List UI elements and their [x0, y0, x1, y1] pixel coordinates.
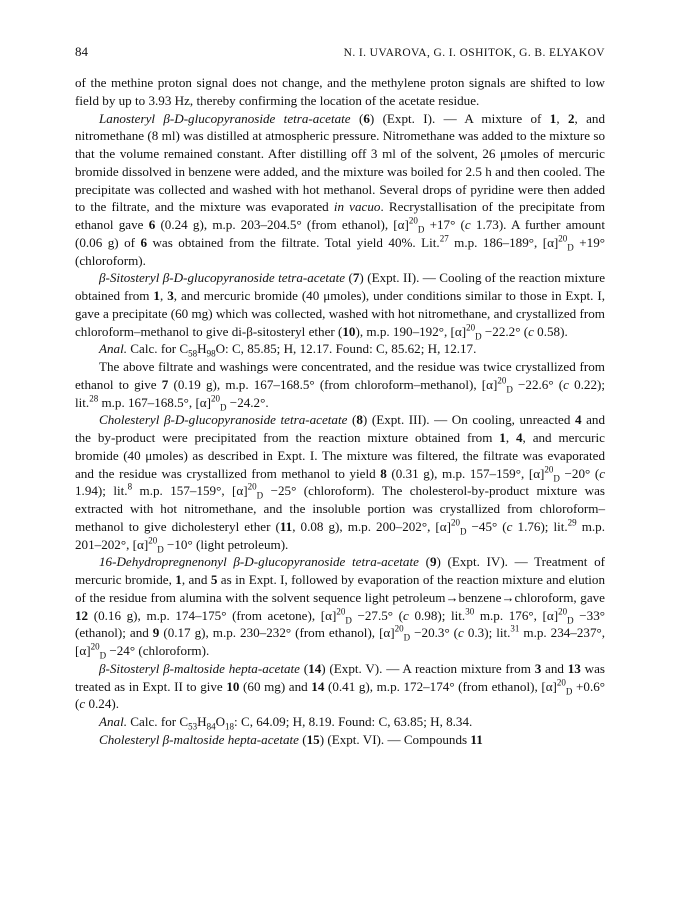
subscript: D: [256, 490, 264, 501]
superscript: 20: [148, 535, 158, 546]
compound-number: 14: [311, 678, 325, 694]
text-run: m.p. 186–189°, [α]: [448, 234, 559, 250]
text-run: (0.24 g), m.p. 203–204.5° (from ethanol), [α]: [155, 217, 409, 232]
text-run: , and: [181, 572, 211, 587]
superscript: 31: [510, 623, 520, 634]
subscript: D: [220, 402, 227, 413]
italic-run: β-Sitosteryl β-maltoside hepta-acetate: [99, 660, 300, 676]
superscript: 20: [247, 481, 257, 492]
italic-run: c: [458, 625, 464, 641]
text-run: 1.73). A further amount (0.06 g) of: [75, 217, 605, 250]
compound-number: 1: [175, 572, 182, 587]
compound-number: 9: [152, 625, 160, 641]
subscript: 53: [188, 721, 198, 732]
text-run: ) (Expt. I). — A mixture of: [369, 110, 550, 126]
compound-number: 10: [342, 323, 356, 339]
superscript: 20: [408, 215, 418, 226]
text-run: +17° (: [424, 217, 465, 232]
text-run: −27.5° (: [351, 607, 404, 623]
text-run: . Recrystallisation of the precipitate from ethanol gave: [75, 199, 606, 232]
text-run: was obtained from the filtrate. Total yield 40%. Lit.: [147, 234, 440, 250]
text-run: −20.3° (: [410, 625, 459, 641]
compound-number: 6: [148, 217, 156, 232]
text-run: +19° (chloroform).: [75, 234, 605, 268]
text-run: −20° (: [559, 465, 600, 481]
italic-run: Lanosteryl β-D-glucopyranoside tetra-acetate: [99, 110, 351, 126]
text-run: m.p. 157–159°, [α]: [132, 483, 248, 499]
superscript: 20: [497, 375, 507, 386]
italic-run: c: [403, 607, 409, 623]
text-run: , and mercuric bromide (40 μmoles), under conditions similar to those in Expt. I, gave a precipitate (60 mg) which was collected, washed with hot nitromethane, and crystallized from chloroform–methanol to give di-β-sitosteryl ether (: [75, 288, 605, 339]
text-run: −24.2°.: [226, 394, 269, 410]
italic-run: c: [599, 465, 605, 481]
paragraph-p9: [75, 731, 605, 749]
italic-run: Anal.: [99, 714, 128, 729]
compound-number: 4: [574, 412, 582, 428]
subscript: D: [475, 331, 482, 342]
text-run: O: [215, 714, 226, 729]
paragraph-p0: [75, 74, 605, 110]
text-run: (60 mg) and: [239, 678, 312, 694]
subscript: D: [567, 615, 574, 626]
text-run: m.p. 201–202°, [α]: [75, 518, 605, 552]
superscript: 20: [558, 233, 568, 244]
subscript: 84: [206, 721, 216, 732]
superscript: 20: [556, 677, 566, 688]
italic-run: c: [79, 696, 86, 712]
text-run: ) (Expt. IV). — Treatment of mercuric bromide,: [75, 554, 605, 587]
text-run: as in Expt. I, followed by evaporation of the reaction mixture and elution of the residue from alumina with the solvent sequence light petroleum→benzene→chloroform, gave: [75, 572, 605, 605]
superscript: 27: [439, 233, 449, 244]
page-number: 84: [75, 44, 88, 59]
compound-number: 11: [470, 731, 483, 747]
compound-number: 3: [167, 288, 174, 303]
paragraph-p4: [75, 358, 605, 411]
text-run: 0.3); lit.: [463, 625, 511, 641]
text-run: of the methine proton signal does not change, and the methylene proton signals are shifted to low field by up to 3.93 Hz, thereby confirming the location of the acetate residue.: [75, 75, 605, 108]
text-run: (: [418, 554, 430, 570]
compound-number: 5: [210, 572, 218, 587]
text-run: −45° (: [466, 518, 507, 534]
superscript: 20: [394, 623, 404, 634]
compound-number: 7: [352, 270, 360, 286]
superscript: 30: [465, 606, 475, 617]
subscript: D: [345, 615, 352, 626]
text-run: (: [300, 660, 309, 676]
compound-number: 1: [499, 430, 506, 445]
compound-number: 7: [161, 376, 169, 392]
compound-number: 2: [567, 110, 575, 126]
italic-run: Cholesteryl β-D-glucopyranoside tetra-acetate: [99, 412, 348, 428]
compound-number: 15: [306, 731, 320, 747]
text-run: −24° (chloroform).: [106, 643, 210, 658]
subscript: D: [567, 242, 574, 253]
compound-number: 3: [534, 660, 542, 676]
text-run: , 0.08 g), m.p. 200–202°, [α]: [292, 518, 451, 534]
superscript: 28: [89, 393, 99, 404]
paragraph-p5: [75, 411, 605, 553]
text-run: H: [197, 714, 207, 729]
superscript: 20: [544, 464, 554, 475]
subscript: D: [157, 544, 164, 555]
compound-number: 6: [140, 234, 148, 250]
subscript: D: [460, 526, 467, 537]
superscript: 20: [558, 606, 568, 617]
text-run: H: [197, 341, 207, 357]
text-run: and: [541, 660, 568, 676]
text-run: −22.2° (: [481, 323, 529, 339]
text-run: , and mercuric bromide (40 μmoles) as described in Expt. I. The mixture was filtered, the filtrate was evaporated and the residue was crystallized from methanol to yield: [75, 430, 605, 481]
italic-run: β-Sitosteryl β-D-glucopyranoside tetra-acetate: [99, 270, 346, 286]
text-run: −10° (light petroleum).: [163, 536, 289, 552]
text-run: : C, 64.09; H, 8.19. Found: C, 63.85; H, 8.34.: [234, 714, 473, 729]
text-run: The above filtrate and washings were concentrated, and the residue was twice crystallized from ethanol to give: [75, 359, 605, 392]
text-run: Calc. for C: [127, 714, 189, 729]
running-head: [75, 44, 605, 60]
text-run: 1.94); lit.: [75, 483, 128, 499]
superscript: 20: [90, 641, 100, 652]
text-run: and the by-product were precipitated from the reaction mixture obtained from: [75, 412, 605, 445]
text-run: ) (Expt. II). — Cooling of the reaction mixture obtained from: [75, 270, 605, 303]
text-run: ) (Expt. V). — A reaction mixture from: [321, 660, 535, 676]
subscript: D: [417, 224, 425, 235]
text-run: ,: [159, 288, 168, 303]
document-page: [75, 44, 605, 749]
text-run: (: [347, 412, 357, 428]
subscript: D: [565, 686, 573, 697]
compound-number: 13: [567, 660, 581, 676]
italic-run: c: [528, 323, 534, 339]
text-run: m.p. 167–168.5°, [α]: [98, 394, 212, 410]
running-head-authors: N. I. UVAROVA, G. I. OSHITOK, G. B. ELYAKOV: [343, 47, 605, 59]
italic-run: Cholesteryl β-maltoside hepta-acetate: [99, 731, 299, 747]
subscript: D: [403, 632, 411, 643]
compound-number: 1: [549, 110, 557, 126]
subscript: 58: [188, 348, 198, 359]
compound-number: 8: [356, 412, 363, 428]
text-run: m.p. 234–237°, [α]: [75, 625, 606, 658]
subscript: D: [506, 384, 513, 395]
text-run: ,: [556, 110, 568, 126]
superscript: 20: [451, 517, 460, 528]
subscript: 98: [206, 348, 216, 359]
text-run: −33° (ethanol); and: [75, 607, 605, 641]
text-run: (0.19 g), m.p. 167–168.5° (from chloroform–methanol), [α]: [168, 376, 498, 392]
text-run: , and nitromethane (8 ml) was distilled at atmospheric pressure. Nitromethane was added to the mixture so that the volume remained constant. After distilling off 3 ml of the solvent, 26 μmoles of mercuric bromide dissolved in benzene were added, and the mixture was boiled for 2.5 h and then cooled. The precipitate was collected and washed with hot methanol. Several drops of pyridine were then added to the filtrate, and the mixture was evaporated: [75, 110, 606, 215]
subscript: D: [99, 650, 107, 661]
italic-run: c: [506, 518, 513, 534]
text-run: 0.98); lit.: [408, 607, 466, 623]
paragraph-p3: [75, 340, 605, 358]
subscript: 18: [225, 721, 235, 732]
compound-number: 10: [226, 678, 240, 694]
compound-number: 14: [308, 660, 322, 676]
text-run: −22.6° (: [512, 376, 564, 392]
text-run: −25° (chloroform). The cholesterol-by-product mixture was extracted with hot nitromethane, and the insoluble portion was crystallized from chloroform–methanol to give dicholesteryl ether (: [75, 483, 605, 534]
text-run: was treated as in Expt. II to give: [75, 660, 606, 694]
italic-run: in vacuo: [333, 199, 381, 215]
text-run: (0.16 g), m.p. 174–175° (from acetone), [α]: [88, 607, 337, 623]
italic-run: c: [563, 376, 569, 392]
compound-number: 6: [363, 110, 370, 126]
italic-run: c: [464, 217, 471, 232]
subscript: D: [553, 473, 560, 484]
compound-number: 8: [380, 465, 387, 481]
text-run: (: [350, 110, 364, 126]
paragraph-p6: [75, 553, 605, 660]
superscript: 8: [127, 481, 133, 492]
text-run: 1.76); lit.: [512, 518, 568, 534]
italic-run: Anal.: [99, 341, 128, 357]
superscript: 20: [466, 322, 476, 333]
superscript: 29: [567, 517, 577, 528]
text-run: m.p. 176°, [α]: [474, 607, 559, 623]
text-run: ,: [505, 430, 516, 445]
compound-number: 4: [516, 430, 523, 445]
text-run: +0.6° (: [75, 678, 606, 712]
paragraph-p2: [75, 269, 605, 340]
paragraph-p7: [75, 660, 605, 713]
text-run: (0.41 g), m.p. 172–174° (from ethanol), [α]: [324, 678, 557, 694]
text-run: 0.58).: [533, 323, 568, 339]
superscript: 20: [336, 606, 346, 617]
text-run: (0.31 g), m.p. 157–159°, [α]: [386, 465, 545, 481]
paragraph-p8: [75, 713, 605, 731]
text-run: ), m.p. 190–192°, [α]: [355, 323, 467, 339]
italic-run: 16-Dehydropregnenonyl β-D-glucopyranoside tetra-acetate: [99, 554, 419, 570]
text-run: ) (Expt. VI). — Compounds: [319, 731, 471, 747]
compound-number: 12: [75, 607, 89, 623]
text-run: (: [298, 731, 307, 747]
text-run: 0.22); lit.: [75, 376, 606, 410]
compound-number: 11: [279, 518, 293, 534]
text-run: O: C, 85.85; H, 12.17. Found: C, 85.62; H, 12.17.: [215, 341, 477, 357]
compound-number: 9: [429, 554, 437, 570]
text-run: (0.17 g), m.p. 230–232° (from ethanol), [α]: [159, 625, 395, 641]
paragraph-p1: [75, 110, 605, 270]
text-run: 0.24).: [85, 696, 120, 712]
text-run: ) (Expt. III). — On cooling, unreacted: [362, 412, 575, 428]
compound-number: 1: [153, 288, 160, 303]
superscript: 20: [211, 393, 221, 404]
article-body: [75, 74, 605, 749]
text-run: Calc. for C: [127, 341, 189, 357]
text-run: (: [345, 270, 353, 286]
